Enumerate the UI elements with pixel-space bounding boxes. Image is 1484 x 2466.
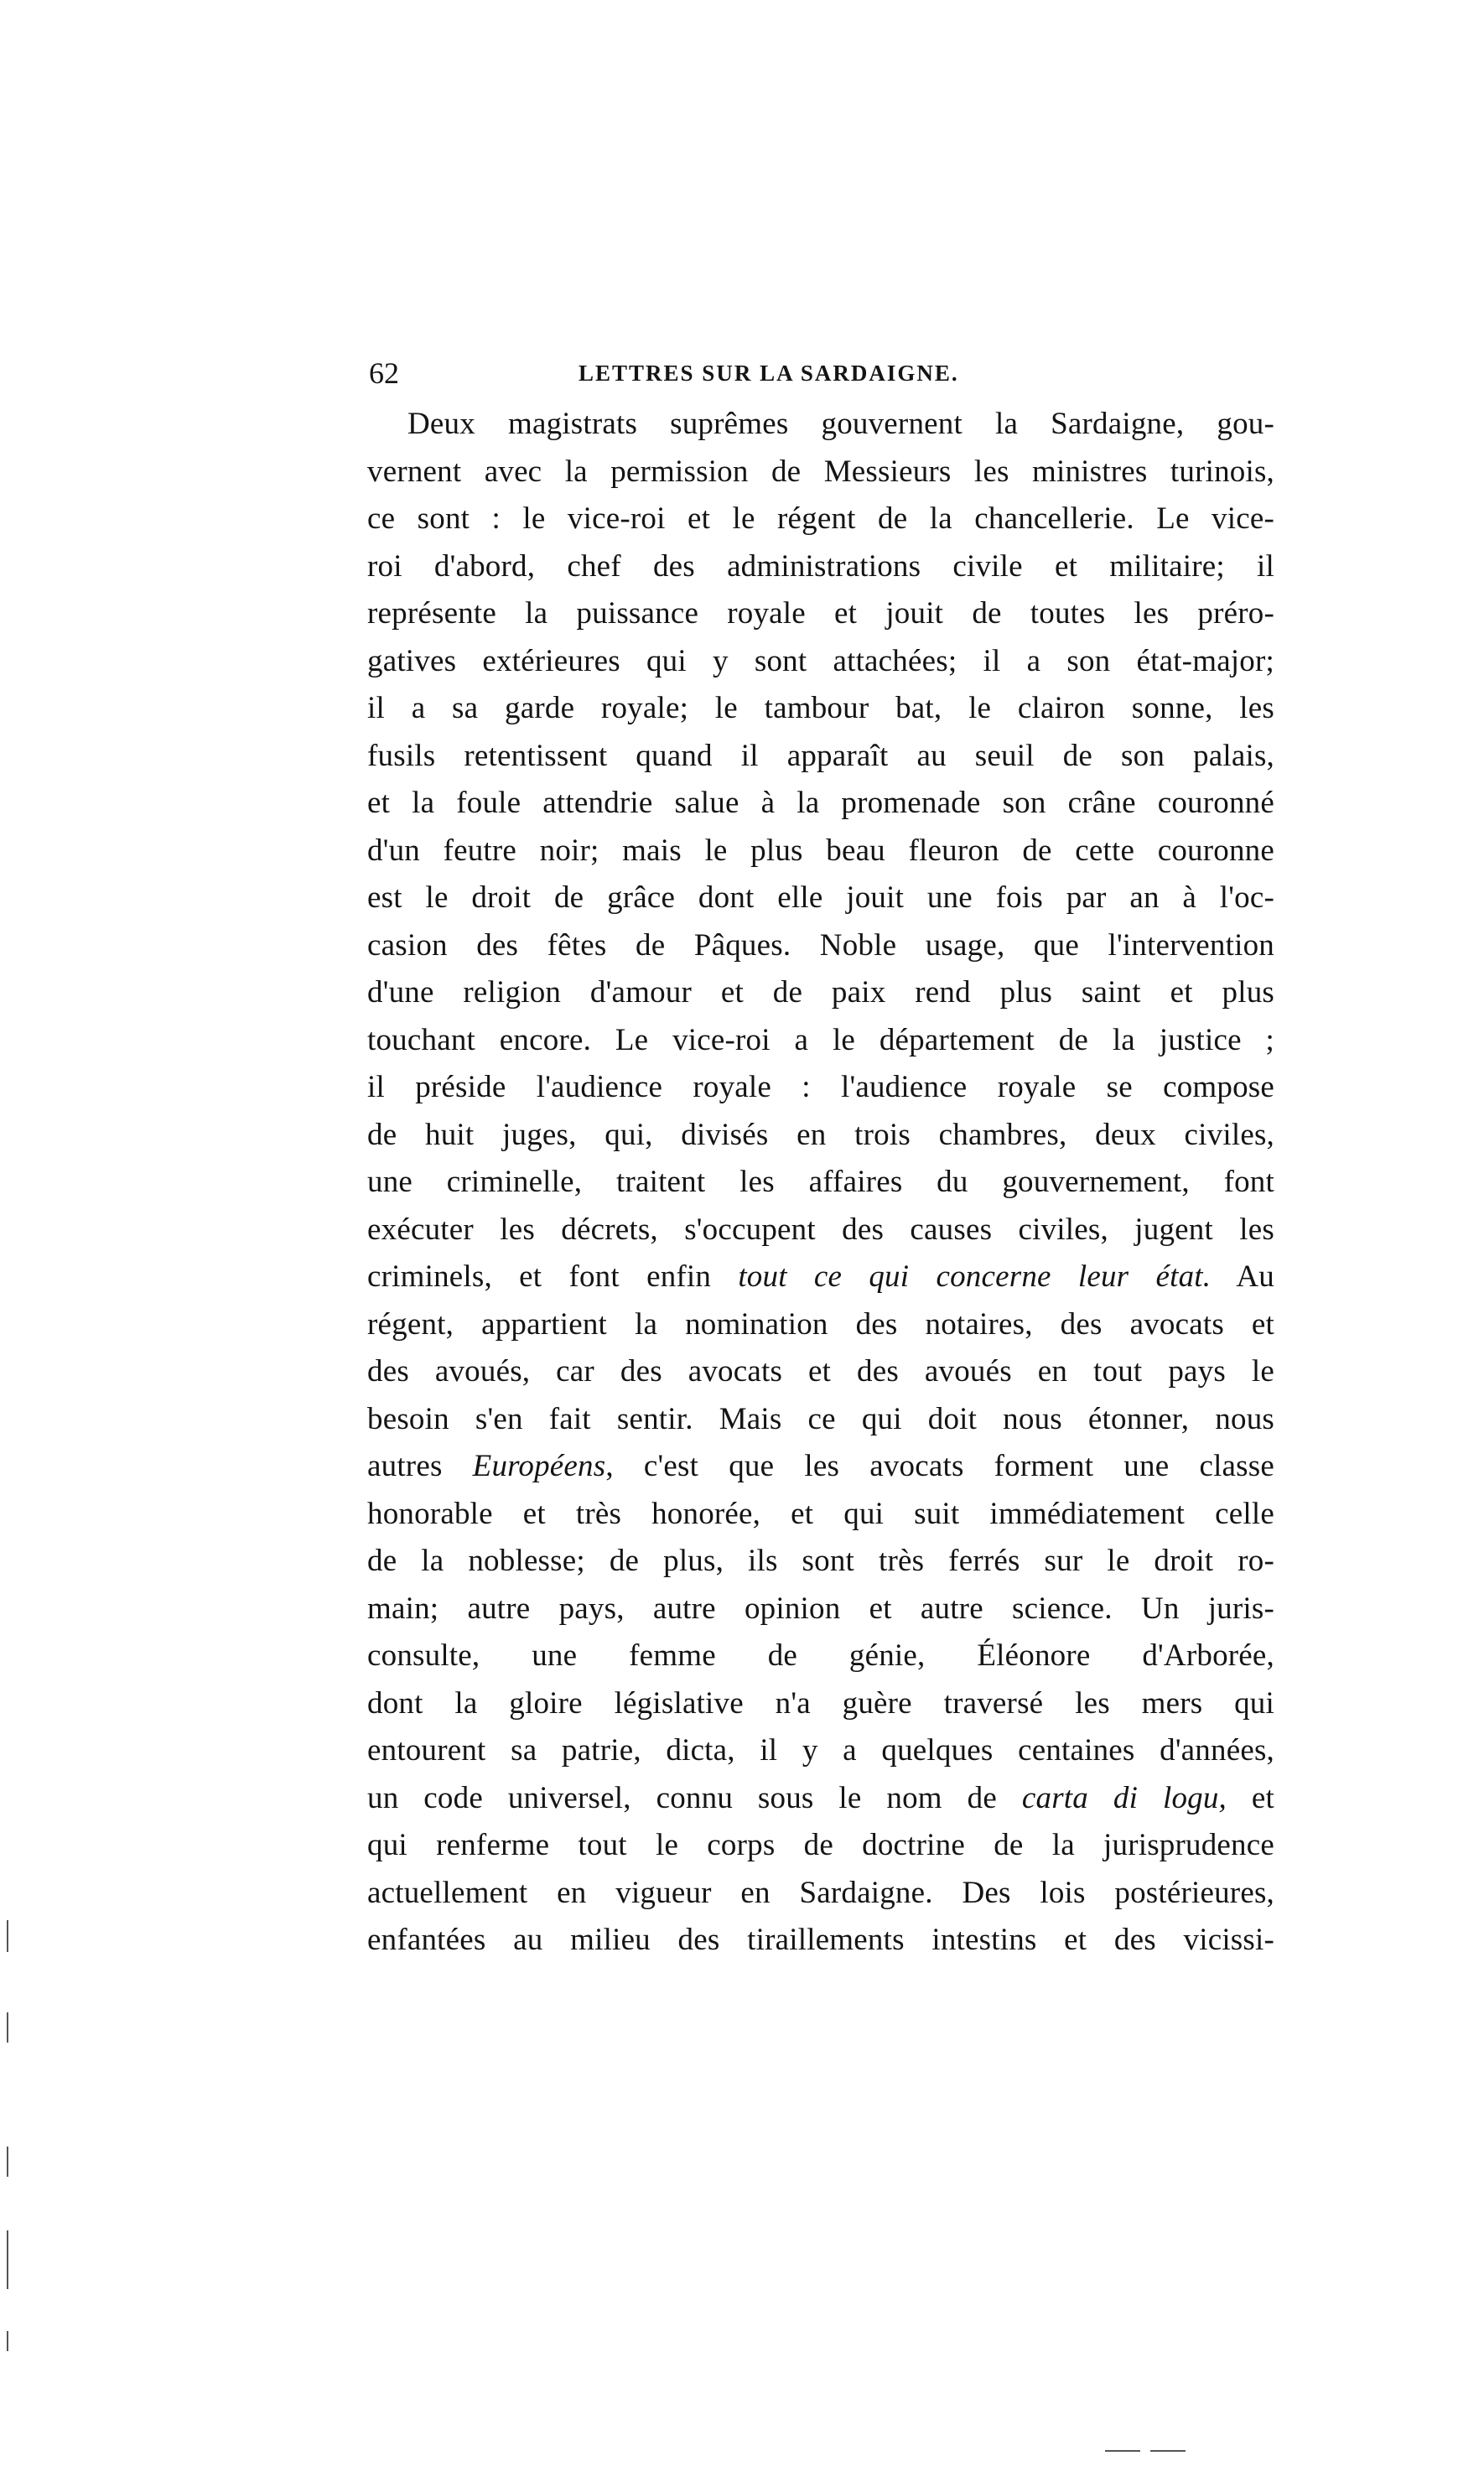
- text-line: roi d'abord, chef des administrations civile et militaire; il: [367, 548, 1274, 584]
- text-line: et la foule attendrie salue à la promenade son crâne couronné: [367, 786, 1274, 820]
- text-line: il a sa garde royale; le tambour bat, le clairon sonne, les: [367, 691, 1274, 725]
- text-line-mixed: [367, 1254, 1274, 1301]
- text-line: main; autre pays, autre opinion et autre science. Un juris-: [367, 1591, 1274, 1626]
- text-line-mixed: [367, 1775, 1274, 1823]
- text-line: une criminelle, traitent les affaires du gouvernement, font: [367, 1165, 1274, 1199]
- text-line: de la noblesse; de plus, ils sont très ferrés sur le droit ro-: [367, 1544, 1274, 1578]
- text-line: dont la gloire législative n'a guère traversé les mers qui: [367, 1685, 1274, 1721]
- text-line-mixed: [367, 1443, 1274, 1491]
- text-line: enfantées au milieu des tiraillements intestins et des vicissi-: [367, 1923, 1274, 1957]
- italic-phrase: Européens: [472, 1449, 606, 1483]
- text-line: représente la puissance royale et jouit de toutes les préro-: [367, 596, 1274, 631]
- scan-margin-mark: [7, 2331, 8, 2351]
- text-line: vernent avec la permission de Messieurs les ministres turinois,: [367, 454, 1274, 489]
- text-line: Deux magistrats suprêmes gouvernent la Sardaigne, gou-: [407, 407, 1274, 441]
- text-line: régent, appartient la nomination des notaires, des avocats et: [367, 1306, 1274, 1342]
- text-line: d'un feutre noir; mais le plus beau fleuron de cette couronne: [367, 833, 1274, 868]
- text-line: exécuter les décrets, s'occupent des causes civiles, jugent les: [367, 1212, 1274, 1247]
- text-line: fusils retentissent quand il apparaît au seuil de son palais,: [367, 738, 1274, 773]
- text-line: de huit juges, qui, divisés en trois chambres, deux civiles,: [367, 1117, 1274, 1152]
- text-line: honorable et très honorée, et qui suit immédiatement celle: [367, 1496, 1274, 1531]
- text-run: criminels, et font enfin: [367, 1259, 739, 1294]
- text-line: consulte, une femme de génie, Éléonore d'Arborée,: [367, 1638, 1274, 1673]
- text-line: ce sont : le vice-roi et le régent de la chancellerie. Le vice-: [367, 501, 1274, 536]
- text-line: il préside l'audience royale : l'audience royale se compose: [367, 1070, 1274, 1104]
- scan-margin-mark: [7, 2230, 8, 2289]
- text-line: gatives extérieures qui y sont attachées; il a son état-major;: [367, 643, 1274, 678]
- running-title: LETTRES SUR LA SARDAIGNE.: [579, 361, 959, 386]
- scan-margin-mark: [7, 2012, 8, 2043]
- text-line: besoin s'en fait sentir. Mais ce qui doit nous étonner, nous: [367, 1401, 1274, 1436]
- scan-margin-mark: [7, 1920, 8, 1952]
- text-run: , c'est que les avocats forment une classe: [605, 1449, 1274, 1483]
- scan-bottom-rule: [1105, 2450, 1140, 2452]
- text-line: qui renferme tout le corps de doctrine de la jurisprudence: [367, 1828, 1274, 1862]
- page-number: 62: [369, 356, 399, 390]
- body-text: [367, 401, 1274, 1965]
- italic-phrase: tout ce qui concerne leur état.: [738, 1259, 1212, 1294]
- text-line: touchant encore. Le vice-roi a le département de la justice ;: [367, 1022, 1274, 1057]
- scan-bottom-rule: [1150, 2450, 1186, 2452]
- text-run: Au: [1211, 1259, 1275, 1294]
- text-line: des avoués, car des avocats et des avoués en tout pays le: [367, 1354, 1274, 1389]
- text-line: est le droit de grâce dont elle jouit une fois par an à l'oc-: [367, 880, 1274, 915]
- text-run: autres: [367, 1449, 473, 1483]
- text-line: actuellement en vigueur en Sardaigne. Des lois postérieures,: [367, 1875, 1274, 1910]
- text-line: entourent sa patrie, dicta, il y a quelques centaines d'années,: [367, 1733, 1274, 1768]
- text-run: un code universel, connu sous le nom de: [367, 1780, 1022, 1815]
- scan-margin-mark: [7, 2147, 8, 2177]
- italic-phrase: carta di logu,: [1021, 1780, 1227, 1815]
- page-header: [369, 352, 1270, 394]
- text-run: et: [1227, 1780, 1274, 1815]
- text-line: casion des fêtes de Pâques. Noble usage, que l'intervention: [367, 927, 1274, 963]
- text-line: d'une religion d'amour et de paix rend plus saint et plus: [367, 975, 1274, 1010]
